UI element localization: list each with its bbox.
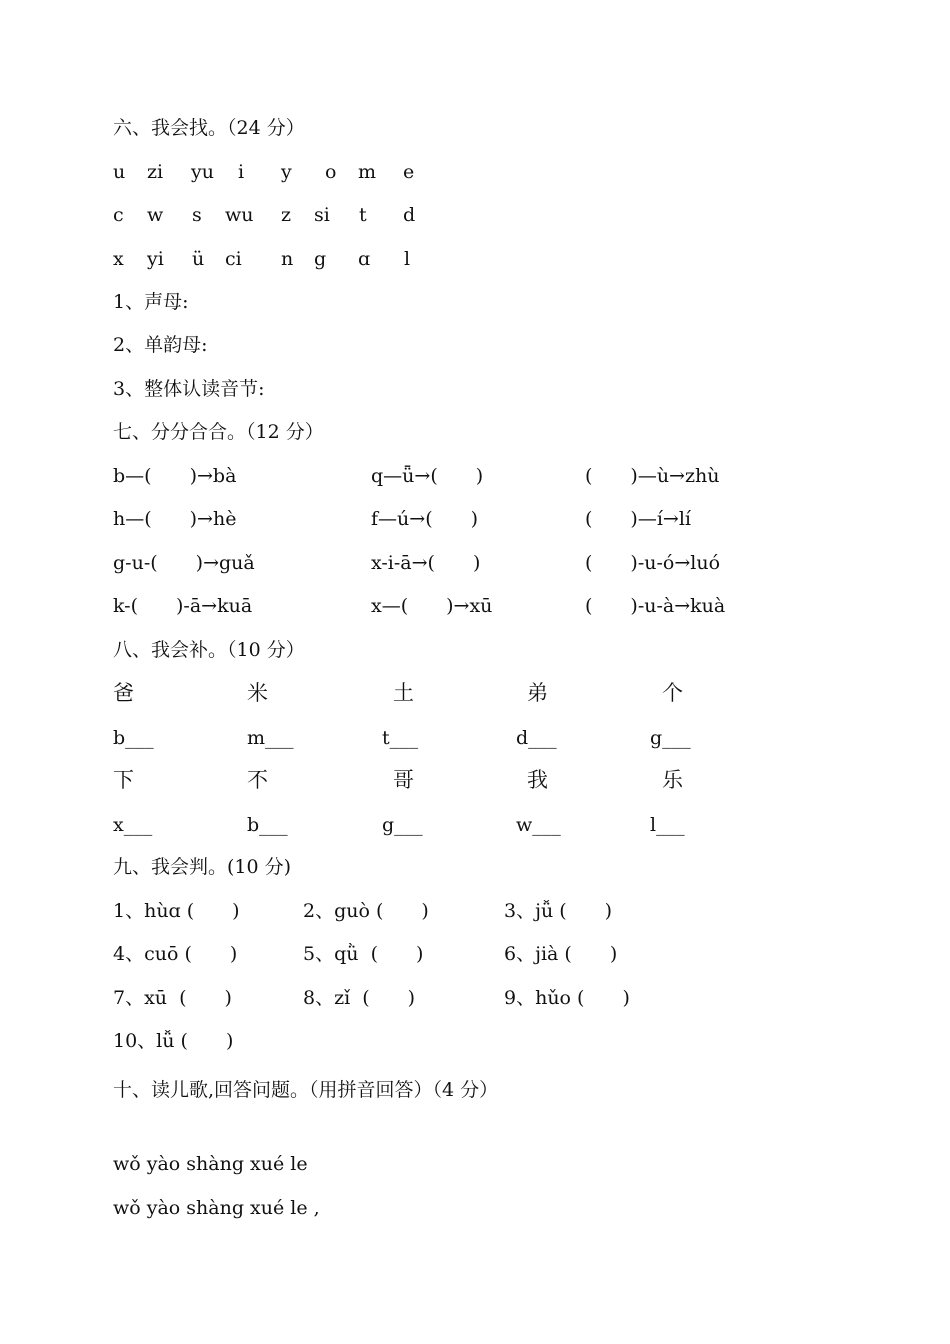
judge-item: 8、zǐ ( ) [303,987,416,1009]
exercise-item: x—( )→xū [371,595,493,617]
letter-cell: i [238,161,245,183]
question-whole-syllables: 3、整体认读音节: [113,378,265,400]
letter-cell: m [358,161,377,183]
judge-item: 10、lǚ ( ) [113,1030,234,1052]
exercise-item: g-u-( )→guǎ [113,552,255,574]
pinyin-blank: w___ [516,814,561,836]
exercise-item: b—( )→bà [113,465,237,487]
hanzi-cell: 哥 [393,768,414,792]
exercise-item: k-( )-ā→kuā [113,595,253,617]
exercise-item: ( )-u-à→kuà [585,595,726,617]
letter-cell: si [314,204,330,226]
letter-cell: d [403,204,416,226]
judge-item: 2、guò ( ) [303,900,429,922]
judge-item: 3、jǚ ( ) [504,900,613,922]
judge-item: 1、hùɑ ( ) [113,900,240,922]
letter-cell: t [359,204,367,226]
pinyin-blank: l___ [650,814,685,836]
exercise-item: q—ǖ→( ) [371,465,484,487]
letter-cell: ci [225,248,242,270]
hanzi-cell: 弟 [527,681,548,705]
pinyin-blank: d___ [516,727,557,749]
exercise-item: h—( )→hè [113,508,237,530]
section-10-heading: 十、读儿歌,回答问题。（用拼音回答）（4 分） [113,1079,499,1101]
hanzi-cell: 乐 [662,768,683,792]
hanzi-cell: 爸 [113,681,134,705]
pinyin-blank: b___ [247,814,288,836]
letter-cell: l [404,248,411,270]
exercise-item: f—ú→( ) [371,508,479,530]
hanzi-cell: 不 [247,768,268,792]
letter-cell: e [403,161,415,183]
section-6-heading: 六、我会找。（24 分） [113,117,305,139]
hanzi-cell: 下 [113,768,134,792]
judge-item: 5、qǜ ( ) [303,943,424,965]
letter-cell: y [281,161,292,183]
letter-cell: n [281,248,294,270]
hanzi-cell: 我 [527,768,548,792]
letter-cell: c [113,204,124,226]
letter-cell: ü [192,248,205,270]
question-single-finals: 2、单韵母: [113,334,208,356]
hanzi-cell: 土 [393,681,414,705]
letter-cell: s [192,204,202,226]
letter-cell: z [281,204,292,226]
letter-cell: x [113,248,124,270]
exercise-item: ( )-u-ó→luó [585,552,721,574]
hanzi-cell: 米 [247,681,268,705]
section-8-heading: 八、我会补。（10 分） [113,639,305,661]
letter-cell: yi [147,248,164,270]
exercise-item: x-i-ā→( ) [371,552,481,574]
letter-cell: u [113,161,126,183]
letter-cell: o [325,161,337,183]
judge-item: 4、cuō ( ) [113,943,238,965]
pinyin-blank: m___ [247,727,294,749]
letter-cell: ɑ [358,248,371,270]
exercise-item: ( )—í→lí [585,508,691,530]
exercise-item: ( )—ù→zhù [585,465,720,487]
letter-cell: g [314,248,327,270]
pinyin-blank: b___ [113,727,154,749]
pinyin-blank: g___ [650,727,691,749]
section-9-heading: 九、我会判。(10 分) [113,856,292,878]
rhyme-line: wǒ yào shàng xué le , [113,1197,320,1219]
letter-cell: zi [147,161,164,183]
pinyin-blank: g___ [382,814,423,836]
section-7-heading: 七、分分合合。（12 分） [113,421,324,443]
pinyin-blank: x___ [113,814,153,836]
judge-item: 7、xū ( ) [113,987,232,1009]
letter-cell: wu [225,204,254,226]
letter-cell: yu [191,161,214,183]
rhyme-line: wǒ yào shàng xué le [113,1153,308,1175]
hanzi-cell: 个 [662,681,683,705]
letter-cell: w [147,204,164,226]
question-initials: 1、声母: [113,291,189,313]
pinyin-blank: t___ [382,727,419,749]
judge-item: 6、jià ( ) [504,943,618,965]
judge-item: 9、hǔo ( ) [504,987,630,1009]
